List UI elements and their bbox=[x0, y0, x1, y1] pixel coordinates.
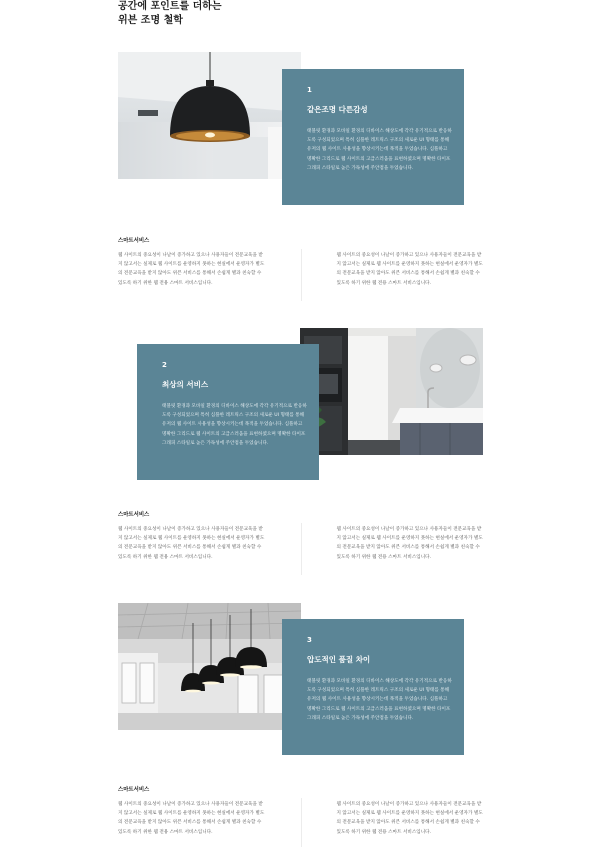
info-label: 스마트서비스 bbox=[118, 787, 150, 793]
info-text-left: 웹 사이트의 중요성이 나날이 증가하고 있으나 사용자들이 전문교육을 받지 않고서는 실제로 웹 사이트를 운영하지 못하는 현실에서 운영자가 별도의 전문교육을 받지 않아도 위븐 서비스를 통해서 손쉽게 별과 친숙할 수 있도록 하기 위한 웹 전용 스마트 서비스입니다. bbox=[118, 253, 265, 286]
feature-title: 같은조명 다른감성 bbox=[307, 105, 368, 114]
kitchen-photo bbox=[300, 328, 483, 455]
feature-title: 최상의 서비스 bbox=[162, 380, 209, 389]
info-label: 스마트서비스 bbox=[118, 512, 150, 518]
info-text-left: 웹 사이트의 중요성이 나날이 증가하고 있으나 사용자들이 전문교육을 받지 않고서는 실제로 웹 사이트를 운영하지 못하는 현실에서 운영자가 별도의 전문교육을 받지 않아도 위븐 서비스를 통해서 손쉽게 별과 친숙할 수 있도록 하기 위한 웹 전용 스마트 서비스입니다. bbox=[118, 802, 265, 835]
heading-line-1: 공간에 포인트를 더하는 bbox=[118, 1, 222, 12]
feature-body: 태블릿 환경과 모바일 환경의 디바이스 해상도에 각각 유기적으로 반응하도록 구성되었으며 특히 심플한 레트릭스 구조의 새로운 UI 형태를 통해 유저의 웹 사이트 사용성을 향상시키는데 목적을 두었습니다. 심플하고 명확한 그리드로 웹 사이트의 고급스러움을 표현하였으며 명확한 타이포그래피 스타일로 높은 가독성에 주안점을 두었습니다. bbox=[307, 129, 452, 171]
section-heading bbox=[118, 0, 418, 28]
column-divider bbox=[301, 523, 302, 575]
pendant-lamp-photo bbox=[118, 52, 301, 179]
feature-card-2 bbox=[137, 344, 319, 480]
heading-line-2: 위븐 조명 철학 bbox=[118, 15, 183, 26]
info-text-right: 웹 사이트의 중요성이 나날이 증가하고 있으나 사용자들이 전문교육을 받지 않고서는 실제로 웹 사이트를 운영하지 못하는 현실에서 운영자가 별도의 전문교육을 받지 않아도 위븐 서비스를 통해서 손쉽게 별과 친숙할 수 있도록 하기 위한 웹 전용 스마트 서비스입니다. bbox=[336, 802, 483, 835]
feature-number: 1 bbox=[307, 86, 312, 94]
feature-number: 2 bbox=[162, 361, 167, 369]
feature-body: 태블릿 환경과 모바일 환경의 디바이스 해상도에 각각 유기적으로 반응하도록 구성되었으며 특히 심플한 레트릭스 구조의 새로운 UI 형태를 통해 유저의 웹 사이트 사용성을 향상시키는데 목적을 두었습니다. 심플하고 명확한 그리드로 웹 사이트의 고급스러움을 표현하였으며 명확한 타이포그래피 스타일로 높은 가독성에 주안점을 두었습니다. bbox=[162, 404, 307, 446]
column-divider bbox=[301, 249, 302, 301]
info-block-3 bbox=[118, 785, 484, 837]
feature-card-3 bbox=[282, 619, 464, 755]
info-text-right: 웹 사이트의 중요성이 나날이 증가하고 있으나 사용자들이 전문교육을 받지 않고서는 실제로 웹 사이트를 운영하지 못하는 현실에서 운영자가 별도의 전문교육을 받지 않아도 위븐 서비스를 통해서 손쉽게 별과 친숙할 수 있도록 하기 위한 웹 전용 스마트 서비스입니다. bbox=[336, 253, 483, 286]
pendant-row-photo bbox=[118, 603, 301, 730]
info-block-1 bbox=[118, 236, 484, 288]
column-divider bbox=[301, 798, 302, 847]
feature-number: 3 bbox=[307, 636, 312, 644]
info-text-left: 웹 사이트의 중요성이 나날이 증가하고 있으나 사용자들이 전문교육을 받지 않고서는 실제로 웹 사이트를 운영하지 못하는 현실에서 운영자가 별도의 전문교육을 받지 않아도 위븐 서비스를 통해서 손쉽게 별과 친숙할 수 있도록 하기 위한 웹 전용 스마트 서비스입니다. bbox=[118, 527, 265, 560]
feature-body: 태블릿 환경과 모바일 환경의 디바이스 해상도에 각각 유기적으로 반응하도록 구성되었으며 특히 심플한 레트릭스 구조의 새로운 UI 형태를 통해 유저의 웹 사이트 사용성을 향상시키는데 목적을 두었습니다. 심플하고 명확한 그리드로 웹 사이트의 고급스러움을 표현하였으며 명확한 타이포그래피 스타일로 높은 가독성에 주안점을 두었습니다. bbox=[307, 679, 452, 721]
info-text-right: 웹 사이트의 중요성이 나날이 증가하고 있으나 사용자들이 전문교육을 받지 않고서는 실제로 웹 사이트를 운영하지 못하는 현실에서 운영자가 별도의 전문교육을 받지 않아도 위븐 서비스를 통해서 손쉽게 별과 친숙할 수 있도록 하기 위한 웹 전용 스마트 서비스입니다. bbox=[336, 527, 483, 560]
feature-title: 압도적인 품질 차이 bbox=[307, 655, 371, 664]
info-block-2 bbox=[118, 510, 484, 562]
info-label: 스마트서비스 bbox=[118, 238, 150, 244]
feature-card-1 bbox=[282, 69, 464, 205]
